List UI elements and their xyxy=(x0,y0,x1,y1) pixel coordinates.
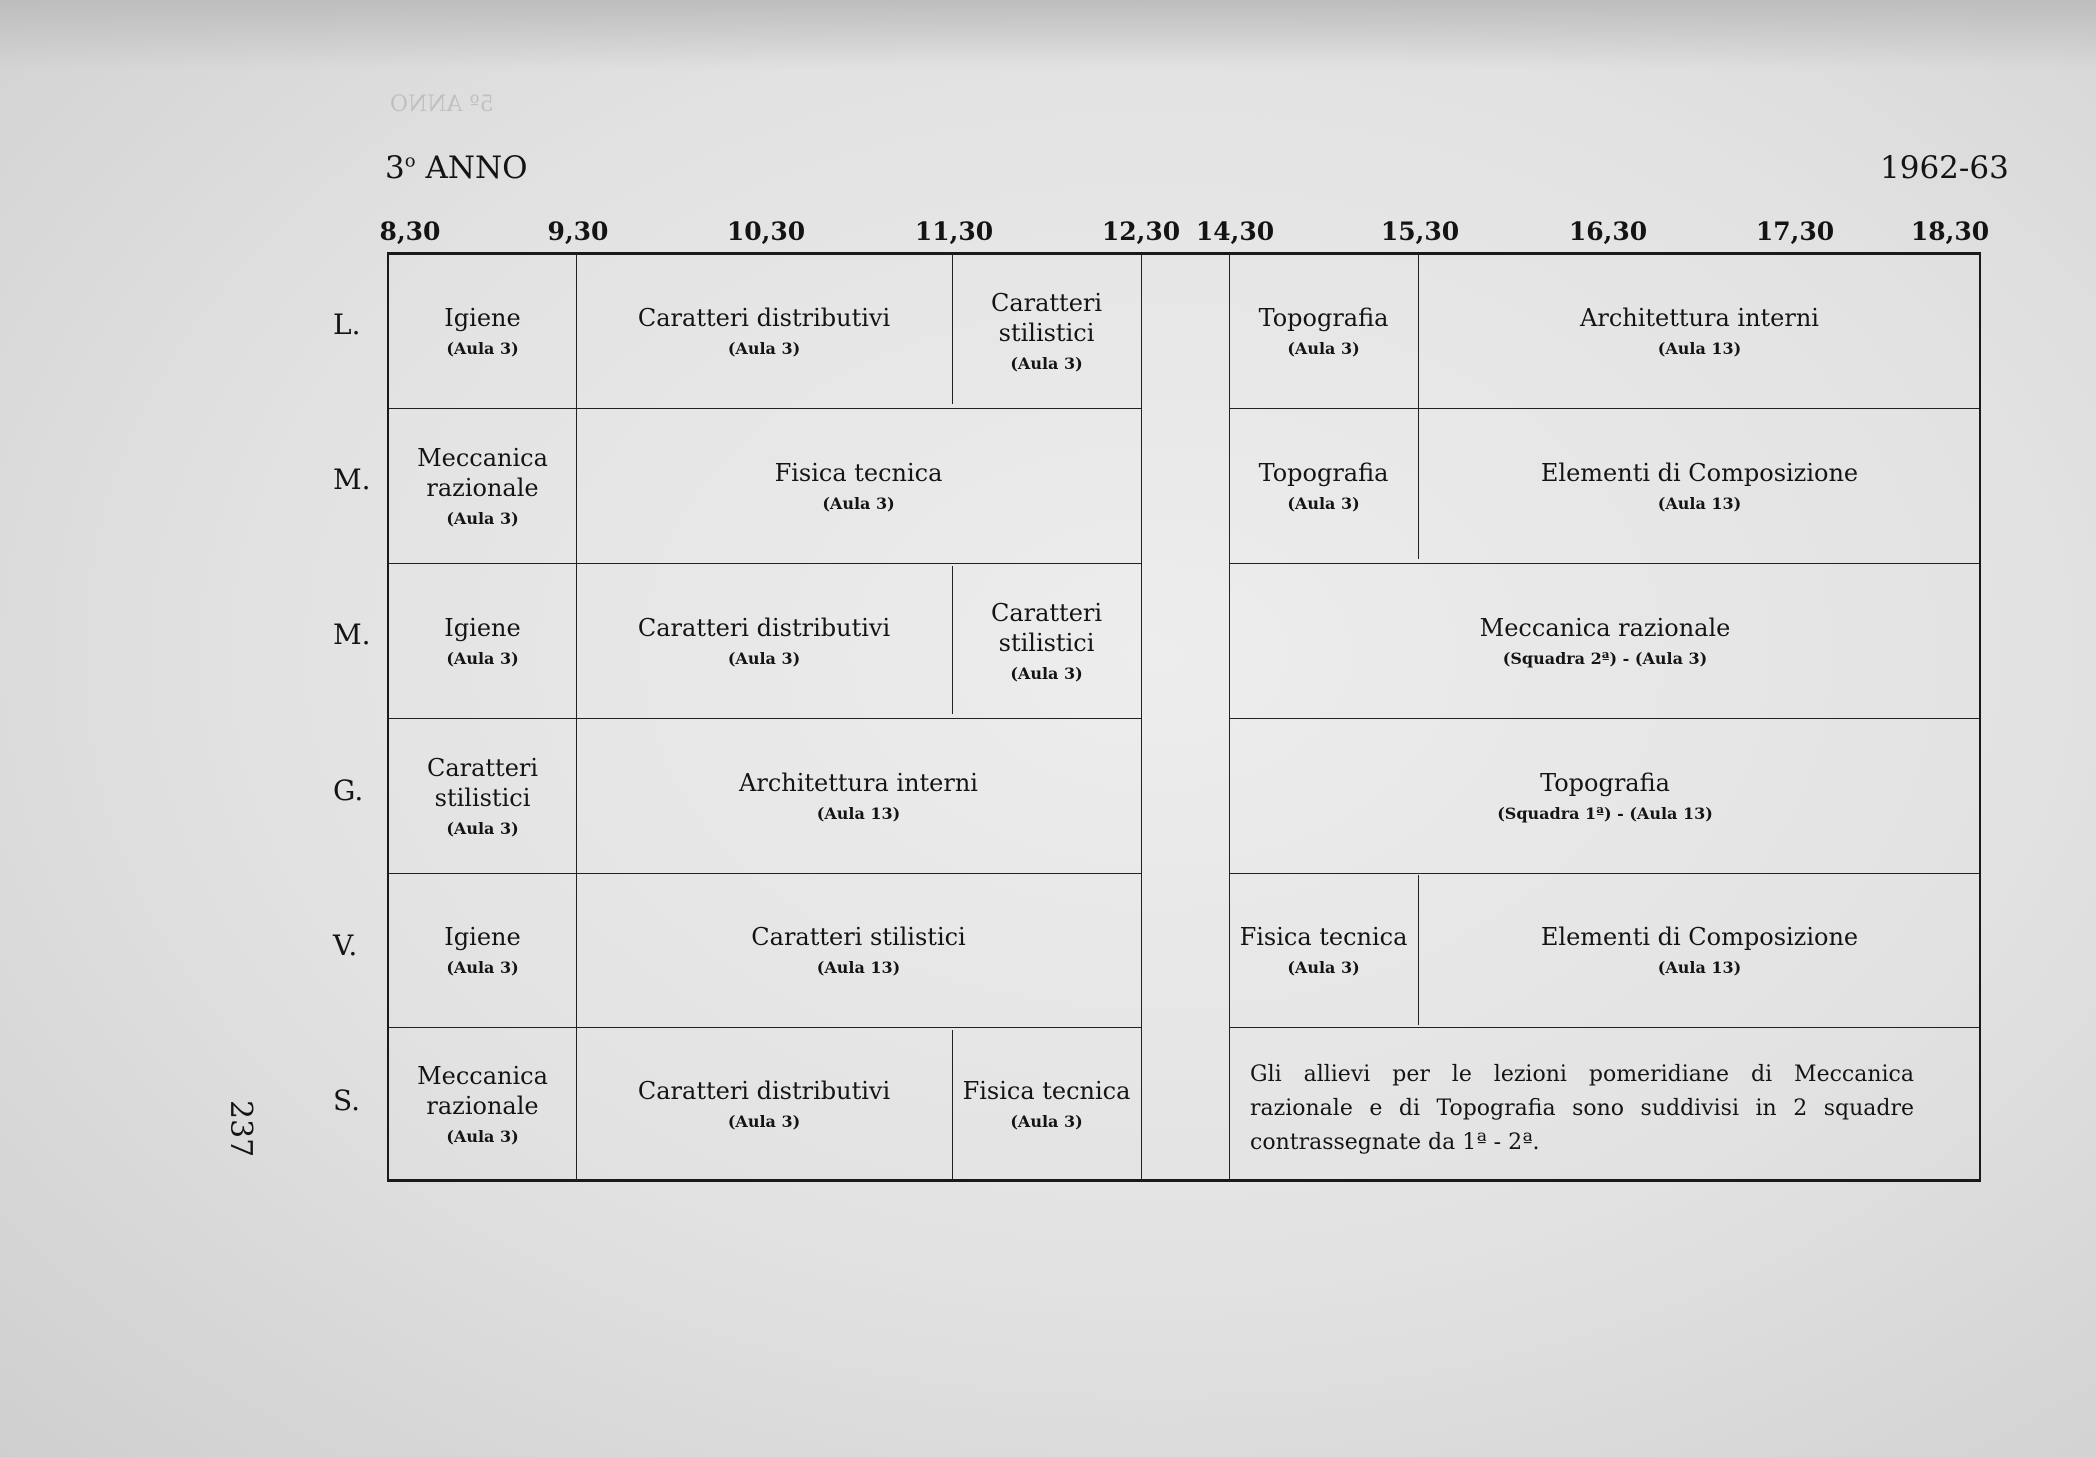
timetable-cell: Fisica tecnica (Aula 3) xyxy=(962,1076,1131,1131)
year-title: 3$^o$ ANNO xyxy=(385,150,528,186)
time-label: 9,30 xyxy=(547,217,609,246)
day-label-friday: V. xyxy=(333,929,358,962)
grid-line xyxy=(389,408,1141,409)
day-label-wednesday: M. xyxy=(333,618,371,651)
time-label: 14,30 xyxy=(1195,217,1275,246)
day-label-monday: L. xyxy=(333,308,361,341)
school-year: 1962-63 xyxy=(1880,150,2009,186)
day-label-saturday: S. xyxy=(333,1084,361,1117)
timetable-cell: Caratteri distributivi (Aula 3) xyxy=(637,1076,891,1131)
bleed-through: 5º ANNO xyxy=(390,92,494,117)
timetable-cell: Topografia (Aula 3) xyxy=(1258,458,1389,513)
time-label: 15,30 xyxy=(1380,217,1460,246)
timetable-cell: Fisica tecnica (Aula 3) xyxy=(774,458,943,513)
grid-line xyxy=(389,563,1141,564)
grid-line xyxy=(389,1027,1141,1028)
footnote: Gli allievi per le lezioni pomeridiane di Meccanica razionale e di Topografia sono suddivisi in 2 squadre contrassegnate da 1ª - 2ª. xyxy=(1250,1062,1914,1155)
timetable-cell: Igiene (Aula 3) xyxy=(444,304,521,358)
timetable-cell: Caratteri stilistici (Aula 3) xyxy=(426,753,539,838)
timetable-cell: Meccanica razionale (Aula 3) xyxy=(417,1061,548,1146)
time-label: 16,30 xyxy=(1568,217,1648,246)
timetable-cell: Caratteri stilistici (Aula 13) xyxy=(751,923,966,977)
timetable-cell: Igiene (Aula 3) xyxy=(444,923,521,977)
time-label: 10,30 xyxy=(726,217,806,246)
grid-line xyxy=(1229,408,1979,409)
timetable-cell: Fisica tecnica (Aula 3) xyxy=(1239,923,1408,977)
grid-line xyxy=(1229,1027,1979,1028)
timetable-cell: Caratteri stilistici (Aula 3) xyxy=(990,598,1103,683)
grid-line xyxy=(1229,873,1979,874)
timetable-cell: Caratteri distributivi (Aula 3) xyxy=(637,304,891,358)
grid-line xyxy=(389,718,1141,719)
timetable-cell: Elementi di Composizione (Aula 13) xyxy=(1540,458,1859,513)
timetable-cell: Caratteri stilistici (Aula 3) xyxy=(990,289,1103,373)
timetable-cell: Caratteri distributivi (Aula 3) xyxy=(637,613,891,668)
timetable-cell: Elementi di Composizione (Aula 13) xyxy=(1540,923,1859,977)
time-label: 11,30 xyxy=(914,217,994,246)
day-label-thursday: G. xyxy=(333,774,364,807)
grid-line xyxy=(1229,718,1979,719)
day-label-tuesday: M. xyxy=(333,463,371,496)
timetable-cell: Meccanica razionale (Aula 3) xyxy=(417,443,548,528)
timetable-cell: Meccanica razionale (Squadra 2ª) - (Aula 3) xyxy=(1479,613,1731,668)
grid-line xyxy=(1229,563,1979,564)
timetable-cell: Architettura interni (Aula 13) xyxy=(739,768,978,823)
page-number: 237 xyxy=(223,1100,258,1158)
timetable-cell: Architettura interni (Aula 13) xyxy=(1580,304,1819,358)
time-label: 8,30 xyxy=(379,217,441,246)
scan-shadow xyxy=(0,0,2096,70)
timetable-cell: Topografia (Aula 3) xyxy=(1258,304,1389,358)
grid-line xyxy=(389,873,1141,874)
time-label: 17,30 xyxy=(1755,217,1835,246)
time-label: 12,30 xyxy=(1101,217,1181,246)
timetable-cell: Igiene (Aula 3) xyxy=(444,613,521,668)
timetable-cell: Topografia (Squadra 1ª) - (Aula 13) xyxy=(1497,768,1713,823)
time-label: 18,30 xyxy=(1910,217,1990,246)
grid-line xyxy=(1141,254,1142,1180)
